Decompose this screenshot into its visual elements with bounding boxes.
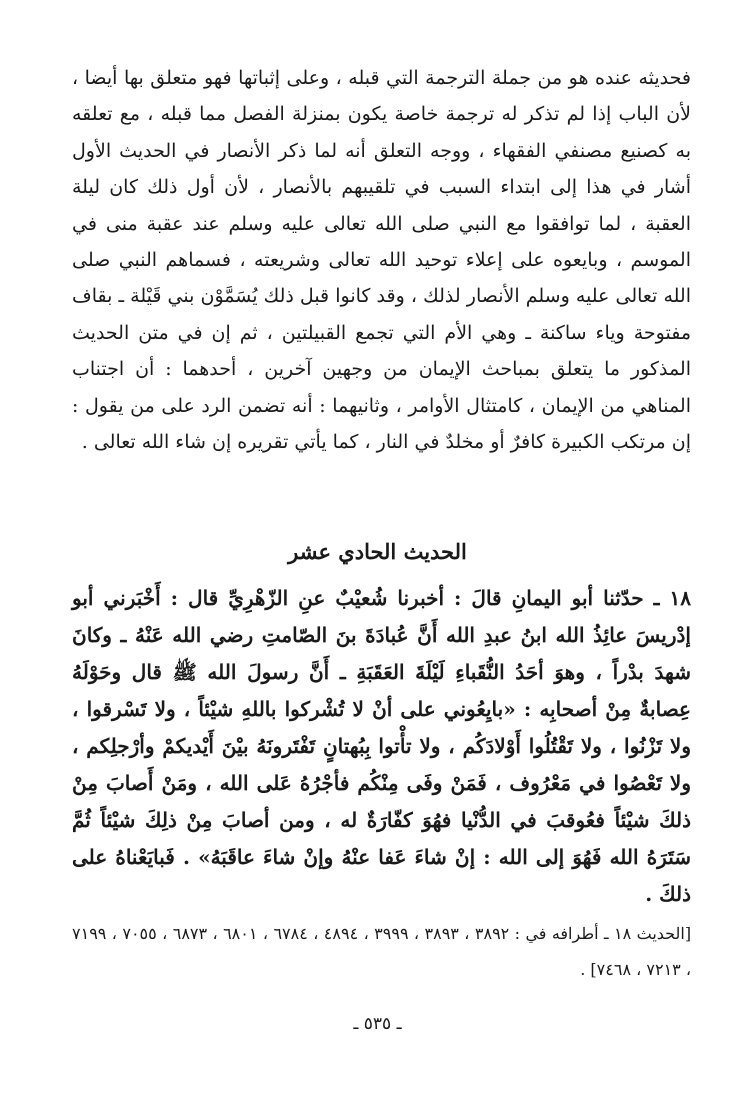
hadith-references-footnote: [الحديث ١٨ ـ أطرافه في : ٣٨٩٢ ، ٣٨٩٣ ، ٣٩٩٩ ، ٤٨٩٤ ، ٦٧٨٤ ، ٦٨٠١ ، ٦٨٧٣ ، ٧٠٥٥ ، ٧١٩٩ ، ٧٢١٣ ، ٧٤٦٨] . bbox=[72, 924, 692, 979]
hadith-text: ١٨ ـ حدّثنا أبو اليمانِ قالَ : أخبرنا شُعيْبٌ عنِ الزّهْرِيِّ قال : أَخْبَرني أبو إدْريسَ عائِذُ الله ابنُ عبدِ الله أَنَّ عُبادَةَ بنَ الصّامتِ رضي الله عَنْهُ ـ وكانَ شهدَ بدْراً ، وهوَ أحَدُ النُّقَباءِ لَيْلَةَ العَقَبَةِ ـ أَنَّ رسولَ الله ﷺ قال وحَوْلَهُ عِصابةٌ مِنْ أصحابِه : «بايِعُوني على أنْ لا تُشْركوا باللهِ شيْئاً ، ولا تَسْرقوا ، ولا تَزْنُوا ، ولا تَقْتُلُوا أَوْلادَكُم ، ولا تأْتوا بِبُهتانٍ تَفْتَرونَهُ بيْنَ أَيْديكمْ وأرْجلِكم ، ولا تَعْصُوا في مَعْرُوف ، فَمَنْ وفَى مِنْكُم فأجْرُهُ عَلى الله ، ومَنْ أَصابَ مِنْ ذلكَ شيْئاً فعُوقبَ في الدُّنْيا فهُوَ كفّارَةٌ له ، ومن أصابَ مِنْ ذلِكَ شيْئاً ثُمَّ سَتَرَهُ الله فَهُوَ إلى الله : إنْ شاءَ عَفا عنْهُ وإنْ شاءَ عاقَبَهُ» . فَبايَعْناهُ على ذلكَ . bbox=[72, 586, 691, 906]
commentary-paragraph: فحديثه عنده هو من جملة الترجمة التي قبله ، وعلى إثباتها فهو متعلق بها أيضا ، لأن الباب إذا لم تذكر له ترجمة خاصة يكون بمنزلة الفصل مما قبله ، مع تعلقه به كصنيع مصنفي الفقهاء ، ووجه التعلق أنه لما ذكر الأنصار في الحديث الأول أشار في هذا إلى ابتداء السبب في تلقيبهم بالأنصار ، لأن أول ذلك كان ليلة العقبة ، لما توافقوا مع النبي صلى الله تعالى عليه وسلم عند عقبة منى في الموسم ، وبايعوه على إعلاء توحيد الله تعالى وشريعته ، فسماهم النبي صلى الله تعالى عليه وسلم الأنصار لذلك ، وقد كانوا قبل ذلك يُسَمَّوْن بني قَيْلة ـ بقاف مفتوحة وياء ساكنة ـ وهي الأم التي تجمع القبيلتين ، ثم إن في متن الحديث المذكور ما يتعلق بمباحث الإيمان من وجهين آخرين ، أحدهما : أن اجتناب المناهي من الإيمان ، كامتثال الأوامر ، وثانيهما : أنه تضمن الرد على من يقول : إن مرتكب الكبيرة كافرٌ أو مخلدٌ في النار ، كما يأتي تقريره إن شاء الله تعالى . bbox=[72, 67, 691, 454]
page-number: ـ ٥٣٥ ـ bbox=[353, 1014, 402, 1034]
section-heading: الحديث الحادي عشر bbox=[288, 539, 467, 564]
